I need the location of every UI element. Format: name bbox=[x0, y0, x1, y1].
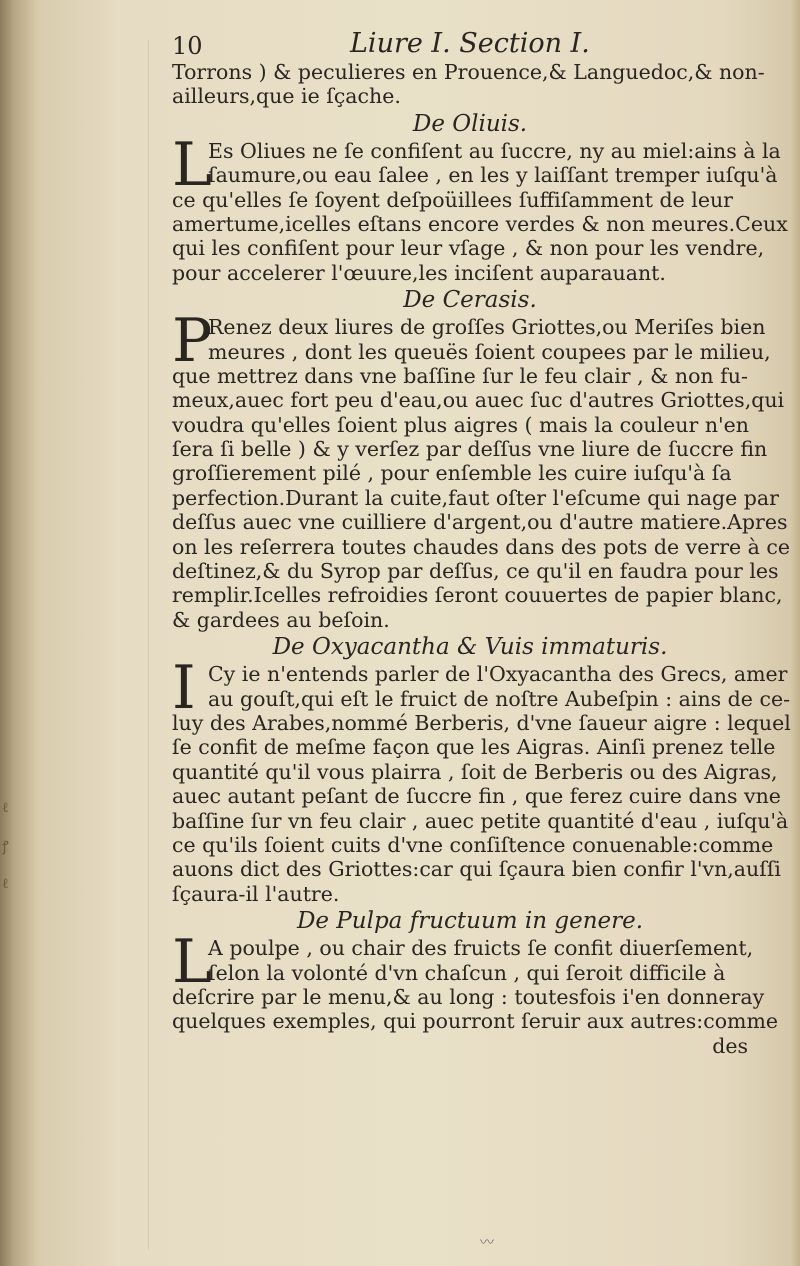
text-line: auons dict des Griottes:car qui ſçaura bien confir l'vn,auſſi bbox=[172, 857, 781, 882]
text-line: ailleurs,que ie ſçache. bbox=[172, 84, 401, 109]
text-line: ſelon la volonté d'vn chaſcun , qui ſeroit difficile à bbox=[208, 960, 726, 985]
catchword: des bbox=[712, 1033, 748, 1058]
text-line: ſe confit de meſme façon que les Aigras. Ainſi prenez telle bbox=[172, 735, 776, 760]
text-line: pour accelerer l'œuure,les inciſent auparauant. bbox=[172, 260, 666, 285]
margin-shadow bbox=[148, 40, 149, 1250]
text-line: ce qu'elles ſe ſoyent deſpoüillees ſuffiſamment de leur bbox=[172, 187, 733, 212]
text-line: luy des Arabes,nommé Berberis, d'vne ſaueur aigre : lequel bbox=[172, 710, 791, 735]
section-title-cerasis: De Cerasis. bbox=[403, 287, 537, 314]
text-line: groſſierement pilé , pour enſemble les cuire iuſqu'à ſa bbox=[172, 461, 732, 486]
text-line: auec autant peſant de ſuccre fin , que ferez cuire dans vne bbox=[172, 784, 781, 809]
text-line: on les reſerrera toutes chaudes dans des pots de verre à ce bbox=[172, 534, 790, 559]
text-line: meures , dont les queuës ſoient coupees par le milieu, bbox=[208, 339, 771, 364]
text-line: qui les confiſent pour leur vſage , & non pour les vendre, bbox=[172, 236, 765, 261]
drop-capital: L bbox=[172, 129, 212, 200]
text-line: deſtinez,& du Syrop par deſſus, ce qu'il en faudra pour les bbox=[172, 559, 779, 584]
binding-gutter bbox=[0, 0, 34, 1266]
section-title-oliuis: De Oliuis. bbox=[412, 110, 528, 137]
drop-capital: P bbox=[172, 306, 213, 377]
text-line: quelques exemples, qui pourront ſeruir aux autres:comme bbox=[172, 1009, 779, 1034]
text-line: deſſus auec vne cuilliere d'argent,ou d'autre matiere.Apres bbox=[172, 510, 788, 535]
section-title-oxyacantha: De Oxyacantha & Vuis immaturis. bbox=[272, 634, 668, 661]
drop-capital: L bbox=[172, 927, 212, 998]
paragraph-oxyacantha bbox=[172, 653, 791, 906]
text-line: & gardees au beſoin. bbox=[172, 607, 390, 632]
text-line: Es Oliues ne ſe confiſent au ſuccre, ny au miel:ains à la bbox=[208, 138, 781, 163]
text-line: meux,auec fort peu d'eau,ou auec ſuc d'autres Griottes,qui bbox=[172, 388, 785, 413]
paragraph-cerasis bbox=[172, 306, 790, 632]
text-line: Cy ie n'entends parler de l'Oxyacantha des Grecs, amer bbox=[208, 662, 788, 687]
section-title-pulpa: De Pulpa fructuum in genere. bbox=[296, 908, 644, 935]
text-line: remplir.Icelles refroidies ſeront couuertes de papier blanc, bbox=[172, 583, 783, 608]
text-line: perfection.Durant la cuite,faut oſter l'eſcume qui nage par bbox=[172, 485, 779, 510]
text-line: baſſine ſur vn feu clair , auec petite quantité d'eau , iuſqu'à bbox=[172, 808, 789, 833]
text-line: que mettrez dans vne baſſine ſur le feu clair , & non fu- bbox=[172, 363, 748, 388]
paragraph-pulpa bbox=[172, 927, 779, 1058]
text-line: A poulpe , ou chair des fruicts ſe confit diuerſement, bbox=[208, 936, 754, 961]
text-line: ſera ſi belle ) & y verſez par deſſus vne liure de ſuccre fin bbox=[172, 437, 768, 462]
text-line: deſcrire par le menu,& au long : toutesfois i'en donneray bbox=[172, 984, 765, 1009]
text-line: au gouſt,qui eſt le fruict de noſtre Aubeſpin : ains de ce- bbox=[208, 686, 790, 711]
text-line: Renez deux liures de groſſes Griottes,ou Meriſes bien bbox=[208, 315, 766, 340]
paragraph-oliuis bbox=[172, 129, 788, 285]
marginal-marks: ℓ ꝭ ℓ bbox=[2, 800, 9, 892]
page-header bbox=[172, 22, 792, 62]
page-body bbox=[172, 60, 791, 1058]
text-line: amertume,icelles eſtans encore verdes & non meures.Ceux bbox=[172, 211, 788, 236]
text-line: voudra qu'elles ſoient plus aigres ( mais la couleur n'en bbox=[172, 412, 749, 437]
footer-ornament-icon: 〰 bbox=[480, 1235, 494, 1251]
text-line: ſaumure,ou eau ſalee , en les y laiſſant tremper iuſqu'à bbox=[208, 163, 778, 188]
folio-number: 10 bbox=[172, 32, 203, 60]
text-line: ce qu'ils ſoient cuits d'vne conſiſtence conuenable:comme bbox=[172, 832, 774, 857]
drop-capital: I bbox=[172, 653, 196, 724]
text-line: ſçaura-il l'autre. bbox=[172, 881, 340, 906]
text-line: quantité qu'il vous plairra , ſoit de Berberis ou des Aigras, bbox=[172, 759, 778, 784]
text-line: Torrons ) & peculieres en Prouence,& Languedoc,& non- bbox=[172, 60, 765, 84]
running-head: Liure I. Section I. bbox=[350, 28, 590, 59]
